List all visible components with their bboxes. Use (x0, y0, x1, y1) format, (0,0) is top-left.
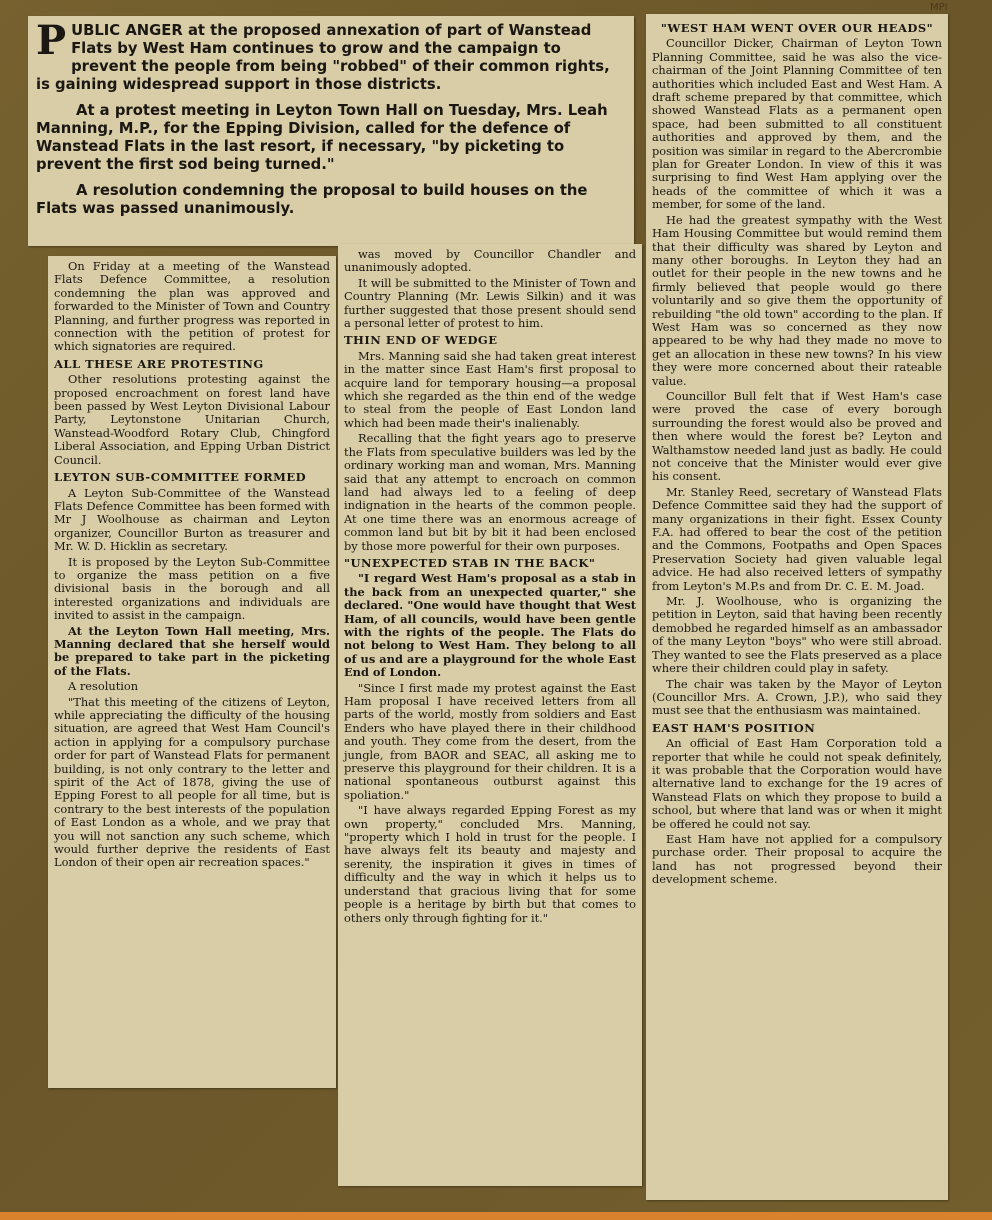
paragraph: He had the greatest sympathy with the West Ham Housing Committee but would remind them that their difficulty was shared by Leyton and many other boroughs. In Leyton they had an outlet for their people in the new towns and he firmly believed that people would go there voluntarily and so give them the opportunity of rebuilding "the old town" according to the plan. If West Ham was so concerned as they now appeared to be why had they made no move to get an allocation in these new towns? In his view they were more concerned about their rateable value. (652, 212, 942, 388)
subheading-leyton-sub-committee: LEYTON SUB-COMMITTEE FORMED (54, 470, 307, 485)
subheading-east-hams-position: EAST HAM'S POSITION (652, 720, 816, 735)
paragraph: "I have always regarded Epping Forest as my own property," concluded Mrs. Manning, "property which I hold in trust for the people. I have always felt its beauty and majesty and serenity, the inspiration it gives in times of difficulty and the way in which it helps us to understand that gracious living that for some people is a heritage by birth but that comes to others only through fighting for it." (344, 803, 636, 925)
subheading-thin-end-of-wedge: THIN END OF WEDGE (344, 333, 498, 348)
paragraph: Mrs. Manning said she had taken great interest in the matter since East Ham's first proposal to acquire land for temporary housing—a proposal which she regarded as the thin end of the wedge to steal from the people of East London land which had been made their's inalienably. (344, 348, 636, 430)
subheading-unexpected-stab: "UNEXPECTED STAB IN THE BACK" (344, 555, 596, 570)
headline-clipping (28, 16, 634, 246)
paragraph: Recalling that the fight years ago to preserve the Flats from speculative builders was led by the ordinary working man and woman, Mrs. Manning said that any attempt to encroach on common land had always led to a feeling of deep indignation in the hearts of the common people. At one time there was an enormous acreage of common land but bit by bit it had been enclosed by those more powerful for their own purposes. (344, 431, 636, 553)
paragraph: At the Leyton Town Hall meeting, Mrs. Manning declared that she herself would be prepared to take part in the picketing of the Flats. (54, 623, 330, 678)
paragraph: On Friday at a meeting of the Wanstead Flats Defence Committee, a resolution condemning the plan was approved and forwarded to the Minister of Town and Country Planning, and further progress was reported in connection with the petition of protest for which signatories are required. (54, 259, 330, 354)
paragraph: An official of East Ham Corporation told a reporter that while he could not speak definitely, it was probable that the Corporation would have alternative land to exchange for the 19 acres of Wanstead Flats on which they propose to build a school, but where that land was or when it might be offered he could not say. (652, 736, 942, 831)
paragraph: Other resolutions protesting against the proposed encroachment on forest land have been passed by West Leyton Divisional Labour Party, Leytonstone Unitarian Church, Wanstead-Woodford Rotary Club, Chingford Liberal Association, and Epping Urban District Council. (54, 372, 330, 467)
headline (36, 17, 626, 94)
paragraph: "I regard West Ham's proposal as a stab in the back from an unexpected quarter," she declared. "One would have thought that West Ham, of all councils, would have been gentle with the rights of the people. The Flats do not belong to West Ham. They belong to all of us and are a playground for the whole East End of London. (344, 571, 636, 680)
paragraph: A Leyton Sub-Committee of the Wanstead Flats Defence Committee has been formed with Mr J Woolhouse as chairman and Leyton organizer, Councillor Burton as treasurer and Mr. W. D. Hicklin as secretary. (54, 485, 330, 554)
paragraph: "Since I first made my protest against the East Ham proposal I have received letters from all parts of the world, mostly from soldiers and East Enders who have played there in their childhood and youth. They come from the desert, from the jungle, from BAOR and SEAC, all asking me to preserve this playground for their children. It is a national spontaneous outburst against this spoliation." (344, 680, 636, 802)
paragraph: Mr. Stanley Reed, secretary of Wanstead Flats Defence Committee said they had the support of many organizations in their fight. Essex County F.A. had offered to bear the cost of the petition and the Commons, Footpaths and Open Spaces Preservation Society had given valuable legal advice. He had also received letters of sympathy from Leyton's M.P.s and from Dr. C. E. M. Joad. (652, 484, 942, 593)
column-1-clipping (48, 256, 336, 1088)
column-2-clipping (338, 244, 642, 1186)
drop-cap: P (36, 17, 67, 64)
paragraph: was moved by Councillor Chandler and unanimously adopted. (344, 247, 636, 275)
intro-paragraph: At a protest meeting in Leyton Town Hall on Tuesday, Mrs. Leah Manning, M.P., for the Epping Division, called for the defence of Wanstead Flats in the last resort, if necessary, "by picketing to prevent the first sod being turned." (36, 102, 608, 173)
resolution-quote: "That this meeting of the citizens of Leyton, while appreciating the difficulty of the housing situation, are agreed that West Ham Council's action in applying for a compulsory purchase order for part of Wanstead Flats for permanent building, is not only contrary to the letter and spirit of the Act of 1878, giving the use of Epping Forest to all people for all time, but is contrary to the best interests of the population of East London as a whole, and we pray that you will not sanction any such scheme, which would further deprive the residents of East London of their open air recreation spaces." (54, 694, 330, 870)
subheading-west-ham-went-over: "WEST HAM WENT OVER OUR HEADS" (660, 21, 934, 35)
paragraph: It will be submitted to the Minister of Town and Country Planning (Mr. Lewis Silkin) and it was further suggested that those present should send a personal letter of protest to him. (344, 275, 636, 331)
paragraph: Councillor Dicker, Chairman of Leyton Town Planning Committee, said he was also the vice-chairman of the Joint Planning Committee of ten authorities which included East and West Ham. A draft scheme prepared by that committee, which showed Wanstead Flats as a permanent open space, had been submitted to all constituent authorities and approved by them, and the position was similar in regard to the Abercrombie plan for Greater London. In view of this it was surprising to find West Ham applying over the heads of the committee of which it was a member, for some of the land. (652, 36, 942, 212)
column-3-clipping (646, 14, 948, 1200)
bottom-border-strip (0, 1212, 992, 1220)
paragraph: The chair was taken by the Mayor of Leyton (Councillor Mrs. A. Crown, J.P.), who said they must see that the enthusiasm was maintained. (652, 676, 942, 718)
resolution-summary: A resolution condemning the proposal to build houses on the Flats was passed unanimously. (36, 182, 588, 217)
paragraph: East Ham have not applied for a compulsory purchase order. Their proposal to acquire the land has not progressed beyond their development scheme. (652, 831, 942, 887)
paragraph: A resolution (68, 679, 139, 694)
corner-mark: MPI (930, 2, 948, 13)
paragraph: Councillor Bull felt that if West Ham's case were proved the case of every borough surrounding the forest would also be proved and then where would the forest be? Leyton and Walthamstow needed land just as badly. He could not conceive that the Minister would ever give his consent. (652, 388, 942, 484)
paragraph: Mr. J. Woolhouse, who is organizing the petition in Leyton, said that having been recently demobbed he regarded himself as an ambassador of the many Leyton "boys" who were still abroad. They wanted to see the Flats preserved as a place where their children could play in safety. (652, 594, 942, 676)
headline-text: UBLIC ANGER at the proposed annexation of part of Wanstead Flats by West Ham continues to grow and the campaign to prevent the people from being "robbed" of their common rights, is gaining widespread support in those districts. (36, 22, 610, 93)
subheading-all-these-are-protesting: ALL THESE ARE PROTESTING (54, 356, 264, 371)
paragraph: It is proposed by the Leyton Sub-Committee to organize the mass petition on a five divisional basis in the borough and all interested organizations and individuals are invited to assist in the campaign. (54, 554, 330, 623)
